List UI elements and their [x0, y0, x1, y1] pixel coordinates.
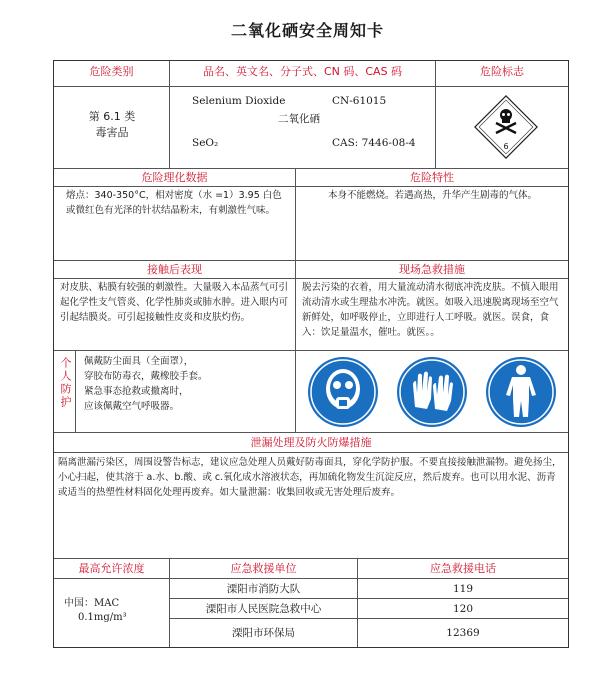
protection-line-3: 紧急事态抢救或撤离时， [84, 386, 189, 397]
protection-line-1: 佩戴防尘面具（全面罩）， [84, 356, 194, 367]
class-number: 6 [503, 142, 509, 151]
hazard-char-header: 危险特性 [296, 169, 568, 187]
mac-line1: 中国：MAC [64, 598, 120, 609]
safety-card [53, 60, 569, 648]
cn-code: CN-61015 [332, 95, 387, 107]
unit-header: 应急救援单位 [170, 559, 358, 579]
formula: SeO₂ [192, 137, 219, 149]
protection-line-2: 穿胶布防毒衣，戴橡胶手套。 [84, 371, 208, 382]
mac-line2: 0.1mg/m³ [78, 612, 127, 623]
unit-hospital: 溧阳市人民医院急救中心 [170, 599, 358, 619]
first-aid-cell: 脱去污染的衣着，用大量流动清水彻底冲洗皮肤。不慎入眼用流动清水或生理盐水冲洗。就医。如吸入迅速脱离现场至空气新鲜处，如呼吸停止，立即进行人工呼吸。就医。误食，食入：饮足量温水，催吐。就医。。 [296, 279, 568, 351]
mac-header: 最高允许浓度 [54, 559, 170, 579]
names-header: 品名、英文名、分子式、CN 码、CAS 码 [170, 61, 436, 87]
unit-epa: 溧阳市环保局 [170, 619, 358, 647]
gloves-icon [395, 355, 469, 429]
first-aid-header: 现场急救措施 [296, 261, 568, 279]
hazard-class-cell [54, 87, 170, 169]
substance-cell [170, 87, 436, 169]
hazard-sign-header: 危险标志 [436, 61, 568, 87]
hazard-class-line2: 毒害品 [95, 126, 129, 139]
chinese-name: 二氧化硒 [278, 113, 320, 125]
physchem-header: 危险理化数据 [54, 169, 296, 187]
page-title: 二氧化硒安全周知卡 [230, 21, 384, 40]
phone-hospital: 120 [358, 599, 568, 619]
contact-cell: 对皮肤、粘膜有较强的刺激性。大量吸入本品蒸气可引起化学性支气管炎、化学性肺炎或肺水肿。进入眼内可引起结膜炎。可引起接触性皮炎和皮肤灼伤。 [54, 279, 296, 351]
leak-cell: 隔离泄漏污染区，周围设警告标志，建议应急处理人员戴好防毒面具，穿化学防护服。不要直接接触泄漏物。避免扬尘，小心扫起，使其溶于 a.水、b.酸、或 c.氧化成水溶液状态，再加硫化物发生沉淀反应，然后废弃。也可以用水泥、沥青或适当的热塑性材料固化处理再废弃。如大量泄漏：收集回收或无害处理后废弃。 [54, 453, 568, 559]
phone-fire: 119 [358, 579, 568, 599]
mac-cell [54, 579, 170, 647]
leak-header: 泄漏处理及防火防爆措施 [54, 433, 568, 453]
phone-epa: 12369 [446, 627, 480, 639]
protection-label: 个人防护 [54, 351, 76, 433]
hazard-class-line1: 第 6.1 类 [88, 110, 136, 123]
hazard-sign-cell [436, 87, 568, 169]
contact-header: 接触后表现 [54, 261, 296, 279]
hazard-class-header: 危险类别 [54, 61, 170, 87]
gas-mask-icon [306, 355, 380, 429]
toxic-diamond-icon [470, 91, 542, 163]
unit-fire: 溧阳市消防大队 [170, 579, 358, 599]
ppe-icons-cell [296, 351, 568, 433]
english-name: Selenium Dioxide [192, 95, 286, 107]
phone-header: 应急救援电话 [358, 559, 568, 579]
protection-text-cell [76, 351, 296, 433]
hazard-char-cell: 本身不能燃烧。若遇高热，升华产生剧毒的气体。 [296, 187, 568, 261]
protective-suit-icon [484, 355, 558, 429]
protection-line-4: 应该佩戴空气呼吸器。 [84, 401, 180, 412]
cas-code: CAS: 7446-08-4 [332, 137, 416, 149]
physchem-cell: 熔点：340-350°C，相对密度（水 =1）3.95 白色或微红色有光泽的针状结晶粉末，有刺激性气味。 [54, 187, 296, 261]
